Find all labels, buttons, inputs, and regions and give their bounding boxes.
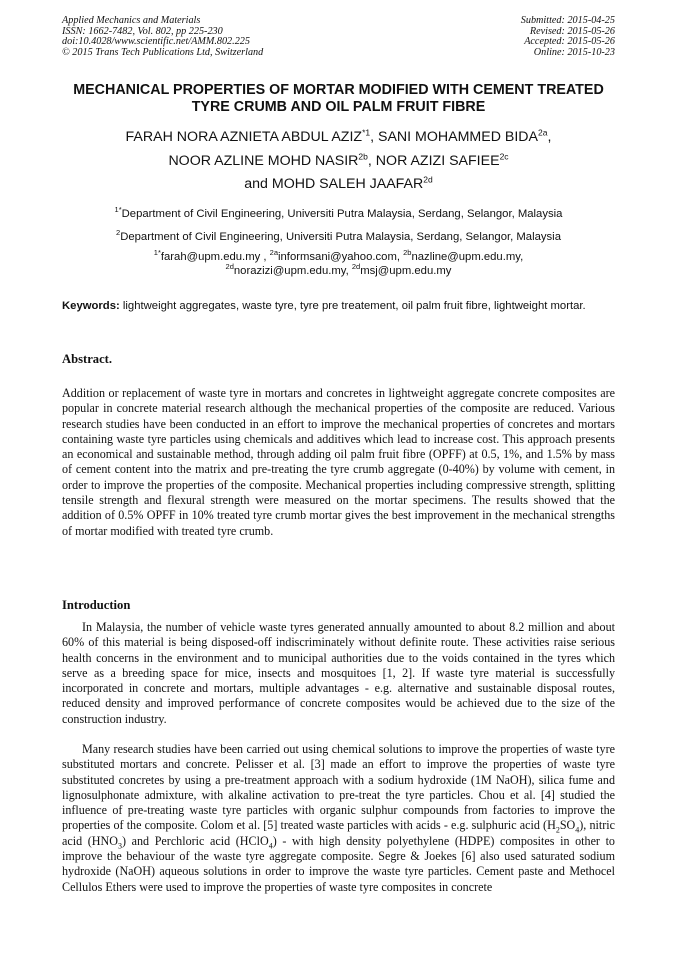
email-marker: 2d <box>351 262 361 272</box>
author-name: SANI MOHAMMED BIDA <box>378 129 539 145</box>
paragraph-text: SO <box>559 818 576 833</box>
email-marker: 2d <box>225 262 234 272</box>
affiliation <box>62 230 615 244</box>
issn-line: ISSN: 1662-7482, Vol. 802, pp 225-230 <box>62 25 223 37</box>
keywords-text: lightweight aggregates, waste tyre, tyre pre treatement, oil palm fruit fibre, lightweight mortar. <box>119 300 586 312</box>
email-address: norazizi@upm.edu.my, <box>233 265 352 278</box>
author-marker: 2a <box>538 127 548 138</box>
chemical-subscript: 2 <box>555 825 560 835</box>
author-name: NOOR AZLINE MOHD NASIR <box>168 152 359 169</box>
author-separator: , <box>367 152 376 169</box>
publication-dates <box>435 16 615 58</box>
email-address: msj@upm.edu.my <box>360 265 452 278</box>
paragraph-text: ) and Perchloric acid (HClO <box>121 833 269 848</box>
author-marker: 2c <box>499 150 509 161</box>
paper-title: MECHANICAL PROPERTIES OF MORTAR MODIFIED WITH CEMENT TREATED TYRE CRUMB AND OIL PALM FRUIT FIBRE <box>73 82 604 115</box>
journal-name: Applied Mechanics and Materials <box>62 15 201 26</box>
chemical-subscript: 4 <box>268 841 273 851</box>
author-name: MOHD SALEH JAAFAR <box>271 176 424 192</box>
revised-date: Revised: 2015-05-26 <box>529 25 615 37</box>
email-marker: 2a <box>269 248 279 258</box>
journal-header <box>62 16 362 58</box>
email-address: farah@upm.edu.my , <box>160 251 270 263</box>
introduction-heading: Introduction <box>62 598 131 612</box>
author-marker: 2b <box>358 150 368 161</box>
chemical-subscript: 3 <box>117 841 122 851</box>
email-address: nazline@upm.edu.my, <box>411 251 524 263</box>
paragraph-text: ) - with high density polyethylene (HDPE) composites in other to improve the behaviour of the waste tyre aggregate composite. Segre & Joekes [6] also used saturated sodium hydroxide (NaOH) aqueous solutions in order to improve the waste tyre particles. Cement paste and Methocel Cellulos Ethers were used to improve the properties of waste tyre composites in concrete <box>62 833 615 894</box>
accepted-date: Accepted: 2015-05-26 <box>524 36 615 48</box>
introduction-paragraph: In Malaysia, the number of vehicle waste tyres generated annually amounted to about 8.2 million and about 60% of this material is being disposed-off indiscriminately without definite route. These activities raise serious health concerns in the environment and to municipal authorities due to the voids contained in the tyres which serve as a breeding space for mice, insects and mosquitoes [1, 2]. If waste tyre material is successfully incorporated in concrete and mortars, multiple advantages - e.g. alternative and sustainable disposal routes, reduced density and improved performance of concrete composites would be achieved due to the size of the construction industry. <box>62 620 615 726</box>
affiliation-marker: 1* <box>114 205 122 215</box>
affiliation-marker: 2 <box>116 228 121 238</box>
online-date: Online: 2015-10-23 <box>533 46 615 58</box>
doi-line: doi:10.4028/www.scientific.net/AMM.802.225 <box>62 36 250 48</box>
affiliation <box>62 207 615 221</box>
author-marker: *1 <box>362 127 371 138</box>
email-list <box>62 250 615 278</box>
author-marker: 2d <box>423 174 433 185</box>
affiliation-text: Department of Civil Engineering, Universiti Putra Malaysia, Serdang, Selangor, Malaysia <box>121 208 563 220</box>
abstract-heading: Abstract. <box>62 352 113 366</box>
submitted-date: Submitted: 2015-04-25 <box>520 15 615 26</box>
email-marker: 2b <box>403 248 412 258</box>
author-conjunction: and <box>244 176 272 192</box>
paragraph-text: Many research studies have been carried out using chemical solutions to improve the properties of waste tyre substituted mortars and concrete. Pelisser et al. [3] made an effort to improve the properties of waste tyre substituted concretes by using a pre-treatment approach with a sodium hydroxide (1M NaOH), silica fume and lignosulphonate admixture, with alkaline activation to pre-treat the tyre particles. Chou et al. [4] studied the influence of pre-treating waste tyre particles with organic sulphur compounds from factories to improve the properties of the composite. Colom et al. [5] treated waste particles with acids - e.g. sulphuric acid (H <box>62 742 615 833</box>
copyright-line: © 2015 Trans Tech Publications Ltd, Switzerland <box>62 46 264 58</box>
chemical-subscript: 4 <box>575 825 580 835</box>
abstract-text: Addition or replacement of waste tyre in mortars and concretes in lightweight aggregate concrete composites are popular in concrete material research although the mechanical properties of the composite are reduced. Various research studies have been conducted in an effort to improve the mechanical properties of concretes and mortars containing waste tyre particles using chemicals and additives which lead to increase cost. This approach presents an economical and sustainable method, through adding oil palm fruit fibre (OPFF) at 0.5, 1%, and 1.5% by mass of cement content into the matrix and pre-treating the tyre crumb aggregate (0-40%) by volume with cement, in order to improve the properties of the composite. Mechanical properties including compressive strength, splitting tensile strength and flexural strength were measured on the mortar specimens. The results showed that the addition of 0.5% OPFF in 10% treated tyre crumb mortar gives the best improvement in the mechanical strengths of mortar modified with treated tyre crumb. <box>62 386 615 538</box>
author-name: FARAH NORA AZNIETA ABDUL AZIZ <box>125 129 363 145</box>
keywords <box>62 299 615 314</box>
paragraph-text: ), nitric acid (HNO <box>62 818 615 848</box>
author-list <box>62 126 615 197</box>
author-separator: , <box>547 129 552 145</box>
author-name: NOR AZIZI SAFIEE <box>375 152 500 169</box>
keywords-label: Keywords: <box>62 300 120 312</box>
author-separator: , <box>370 129 378 145</box>
email-marker: 1* <box>153 248 161 258</box>
affiliation-text: Department of Civil Engineering, Universiti Putra Malaysia, Serdang, Selangor, Malaysia <box>120 231 561 243</box>
introduction-paragraph <box>62 742 615 895</box>
email-address: informsani@yahoo.com, <box>278 251 404 263</box>
